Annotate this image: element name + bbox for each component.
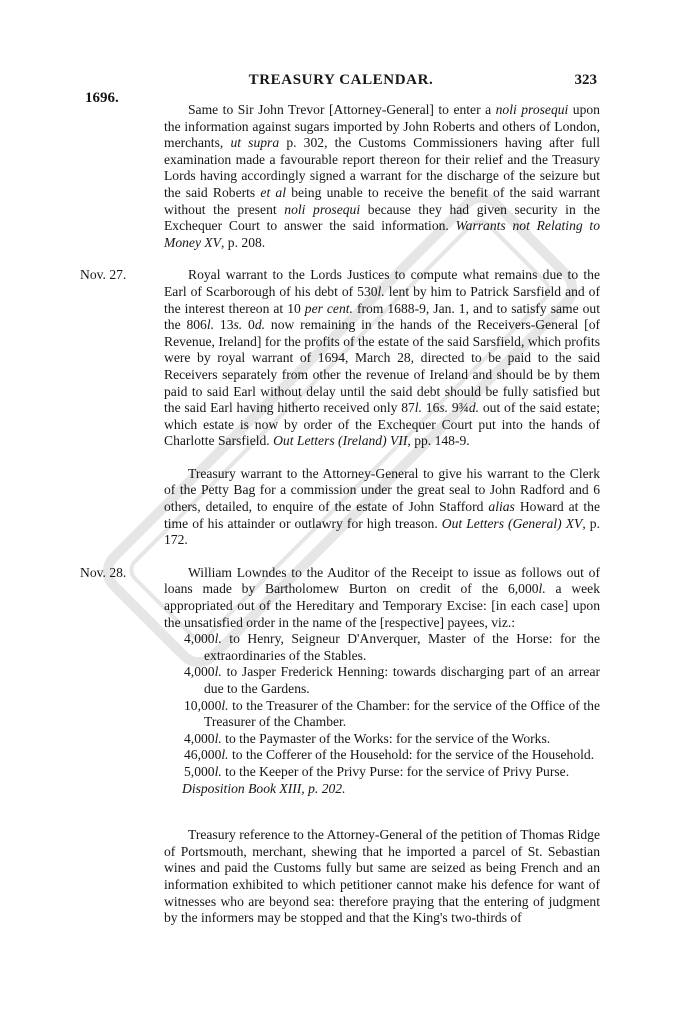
entry-text (164, 267, 600, 450)
italic-run: Warrants not Relating to Money XV (164, 218, 601, 250)
entry-commission-stafford (80, 466, 600, 549)
entry-ridge-petition (80, 827, 600, 927)
italic-run: Out Letters (Ireland) VII (273, 433, 408, 449)
italic-run: Out Letters (General) XV (441, 515, 583, 531)
italic-run: ut supra (230, 135, 280, 151)
payment-item: 4,000l. to the Paymaster of the Works: for the service of the Works. (184, 730, 551, 746)
payment-item: 4,000l. to Henry, Seigneur D'Anverquer, Master of the Horse: for the extraordinaries of the Stables. (184, 631, 600, 663)
italic-run: et al (260, 184, 286, 200)
italic-run: noli prosequi (495, 102, 569, 117)
page-number: 323 (574, 72, 597, 88)
italic-run: l. (414, 400, 422, 416)
pound-symbol: l. (214, 730, 222, 746)
italic-run: noli prosequi (284, 201, 361, 217)
italic-run: l. (538, 581, 546, 597)
italic-run: s. (439, 400, 449, 416)
italic-run: per cent. (304, 300, 353, 316)
pound-symbol: l. (221, 697, 229, 713)
year-label: 1696. (85, 90, 119, 106)
entry-text (164, 827, 600, 927)
entry-noli-prosequi (80, 102, 600, 251)
entry-nov-27 (80, 267, 600, 450)
payment-item: 5,000l. to the Keeper of the Privy Purse: for the service of Privy Purse. (184, 763, 570, 779)
entry-paragraph: William Lowndes to the Auditor of the Receipt to issue as follows out of loans made by Bartholomew Burton on credit of the 6,000l. a week appropriated out of the Hereditary and Temporary Excise: [in each case] upon the unsatisfied order in the name of the [respective] payees, viz.: (164, 564, 601, 630)
page-header (85, 72, 597, 106)
italic-run: alias (488, 499, 515, 515)
entry-paragraph: Same to Sir John Trevor [Attorney-General] to enter a noli prosequi upon the information against sugars imported by John Roberts and others of London, merchants, ut supra p. 302, the Customs Commissioners having after full examination made a favourable report thereon for their relief and the Treasury Lords having accordingly signed a warrant for the discharge of the seizure but the said Roberts et al being unable to receive the benefit of the said warrant without the present noli prosequi because they had given security in the Exchequer Court to answer the said information. Warrants not Relating to Money XV, p. 208. (164, 102, 601, 250)
italic-run: d. (468, 400, 480, 416)
italic-run: d. (254, 317, 266, 333)
entry-paragraph: Treasury reference to the Attorney-General of the petition of Thomas Ridge of Portsmouth, merchant, shewing that he imported a parcel of St. Sebastian wines and paid the Customs fully but same are seized as being French and an information exhibited to which petitioner cannot make his defence for want of witnesses who are beyond sea: therefore praying that the entering of judgment by the informers may be stopped and that the King's two-thirds of (164, 827, 600, 926)
pound-symbol: l. (221, 747, 229, 763)
entry-text (164, 565, 600, 631)
entry-date: Nov. 28. (80, 564, 127, 580)
disposition-reference: Disposition Book XIII, p. 202. (182, 780, 346, 796)
running-title: TREASURY CALENDAR. (248, 72, 434, 88)
pound-symbol: l. (214, 664, 222, 680)
italic-run: l. (206, 317, 215, 333)
entry-date: Nov. 27. (80, 267, 127, 283)
italic-run: l. (377, 283, 385, 299)
payment-list (184, 631, 600, 780)
entry-paragraph: Treasury warrant to the Attorney-General to give his warrant to the Clerk of the Petty Bag for a commission under the great seal to John Radford and 6 others, detailed, to enquire of the estate of John Stafford alias Howard at the time of his attainder or outlawry for high treason. Out Letters (General) XV, p. 172. (164, 465, 601, 548)
payment-item: 46,000l. to the Cofferer of the Household: for the service of the Household. (184, 747, 595, 763)
entry-nov-28 (80, 565, 600, 797)
payment-item: 4,000l. to Jasper Frederick Henning: towards discharging part of an arrear due to the Gardens. (184, 664, 600, 696)
entry-paragraph: Royal warrant to the Lords Justices to compute what remains due to the Earl of Scarborough of his debt of 530l. lent by him to Patrick Sarsfield and of the interest thereon at 10 per cent. from 1688-9, Jan. 1, and to satisfy same out the 806l. 13s. 0d. now remaining in the hands of the Receivers-General [of Revenue, Ireland] for the profits of the estate of the said Sarsfield, which profits were by royal warrant of 1694, March 28, directed to be paid to the said Receivers separately from other the revenue of Ireland and should be by them paid to said Earl without delay until the said debt should be fully satisfied but the said Earl having hitherto received only 87l. 16s. 9¾d. out of the said estate; which estate is now by order of the Exchequer Court put into the hands of Charlotte Sarsfield. Out Letters (Ireland) VII, pp. 148-9. (164, 267, 601, 449)
entry-text (164, 466, 600, 549)
italic-run: s. (233, 317, 243, 333)
calendar-body (80, 102, 600, 927)
payment-item: 10,000l. to the Treasurer of the Chamber: for the service of the Office of the Treasurer of the Chamber. (184, 697, 600, 730)
pound-symbol: l. (214, 631, 222, 647)
pound-symbol: l. (214, 763, 222, 779)
entry-text (164, 102, 600, 251)
